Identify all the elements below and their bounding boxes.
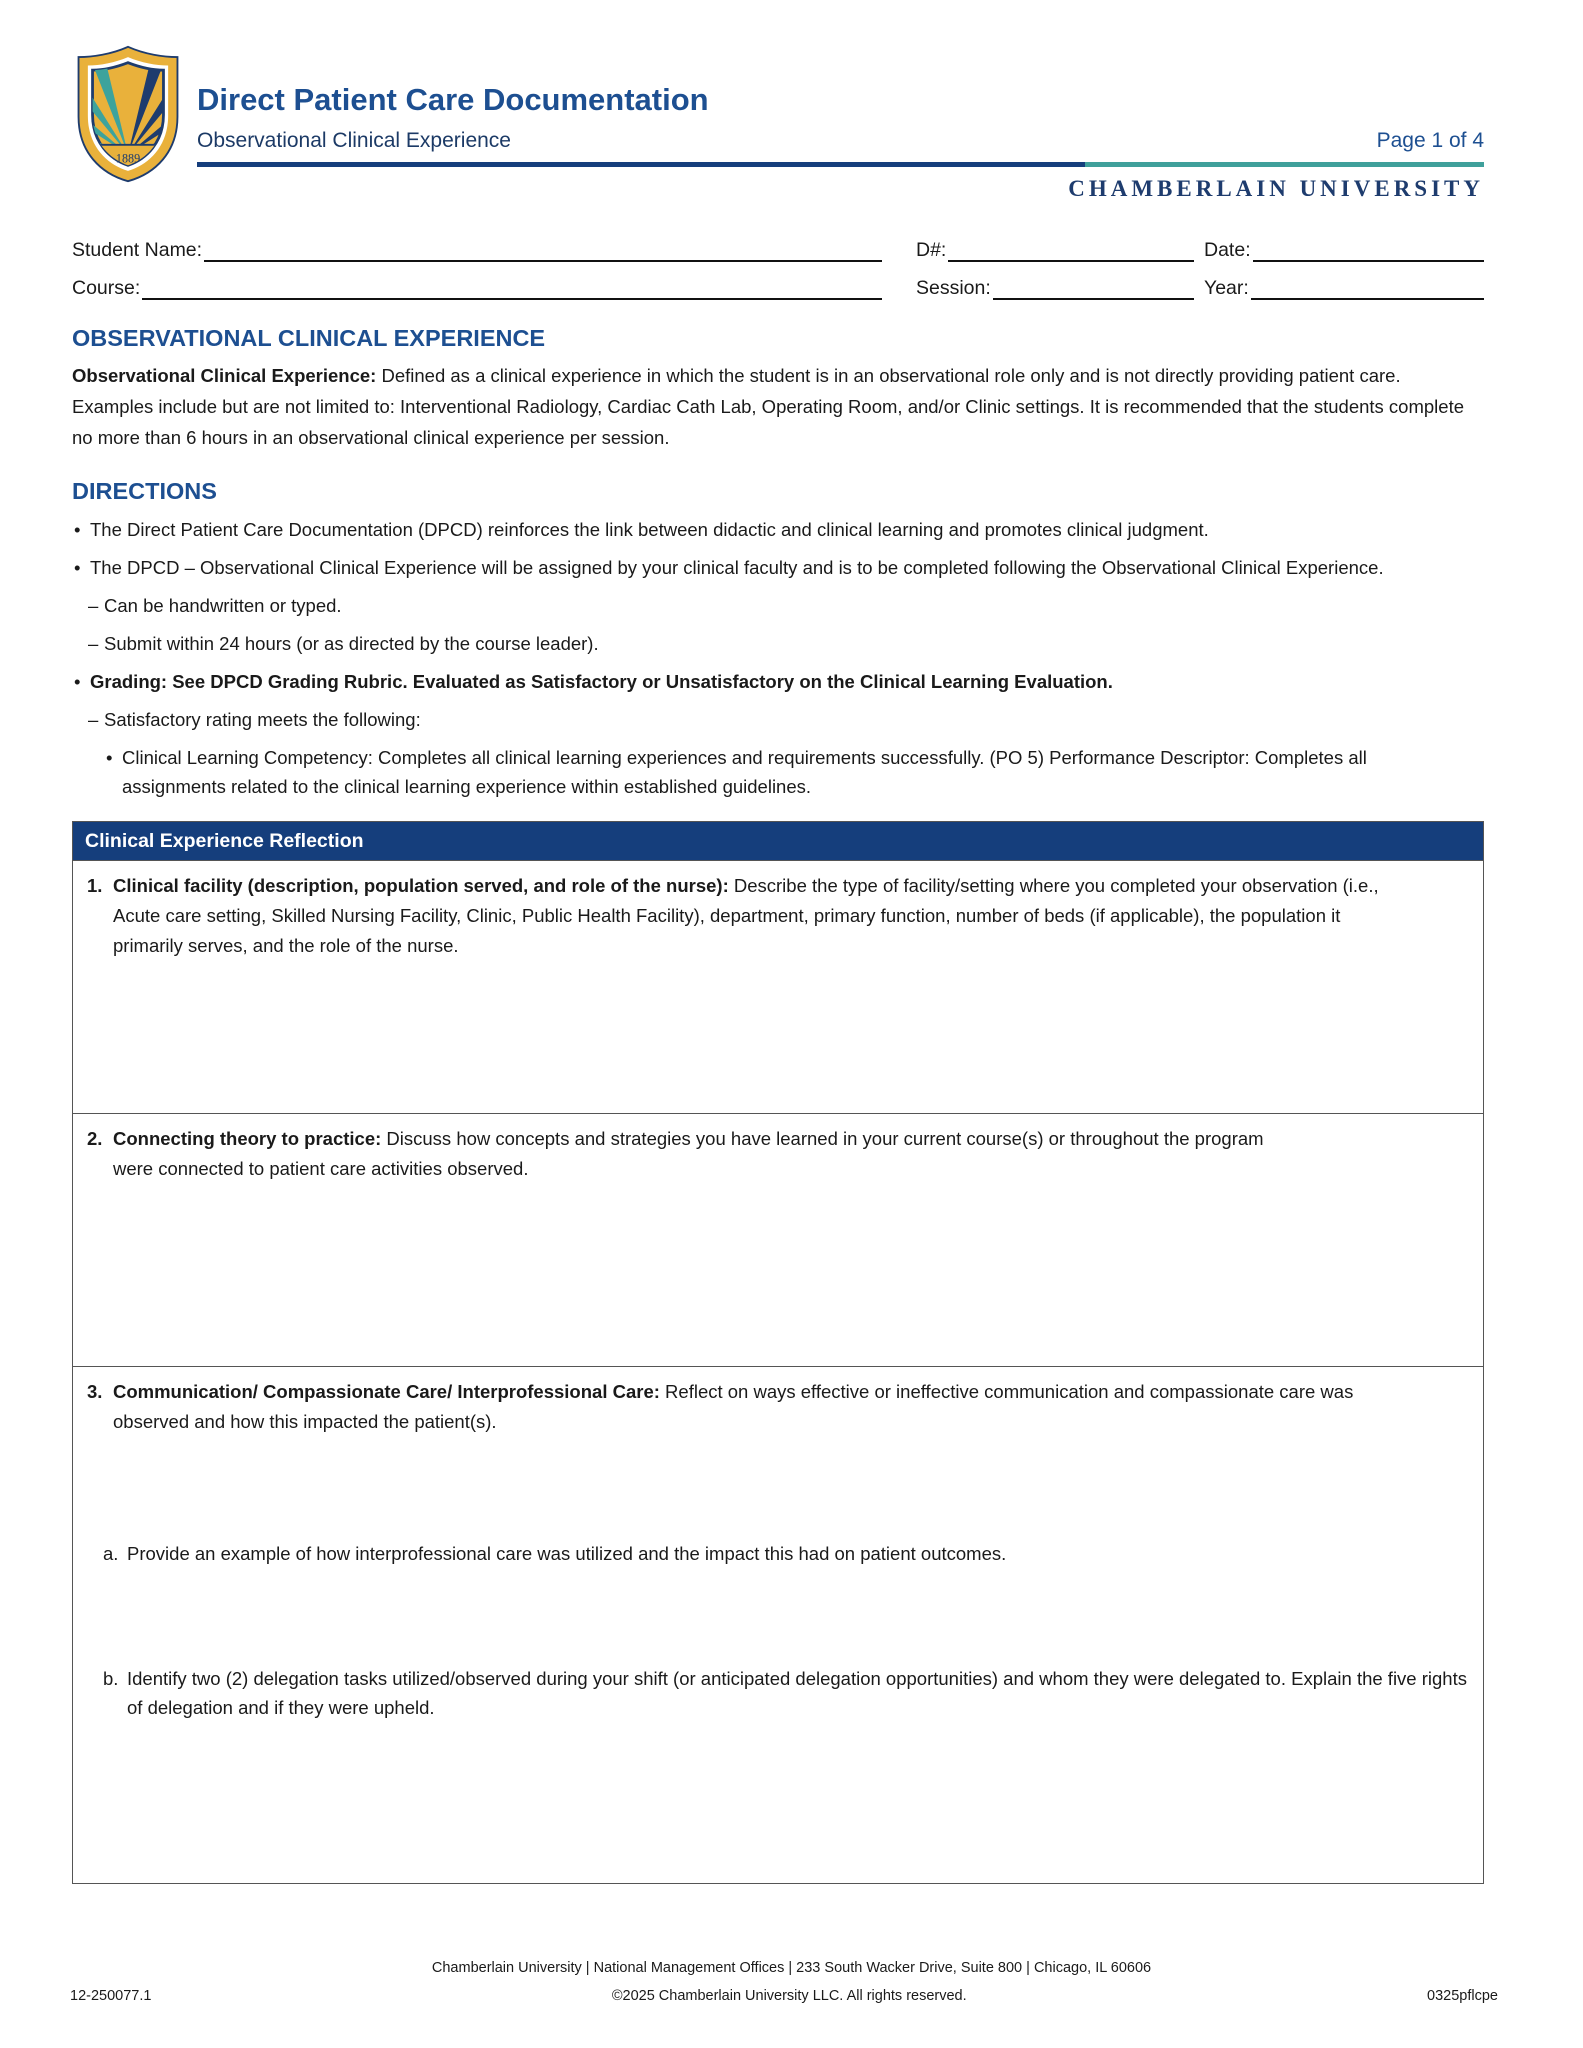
footer-address: Chamberlain University | National Management Offices | 233 South Wacker Drive, Suite 800 | Chicago, IL 60606 — [431, 1960, 1152, 1976]
directions-heading: DIRECTIONS — [72, 478, 217, 504]
list-item-bold: Grading: See DPCD Grading Rubric. Evaluated as Satisfactory or Unsatisfactory on the Clinical Learning Evaluation. — [90, 671, 1113, 692]
reflection-table — [72, 821, 1484, 1884]
page-number: Page 1 of 4 — [1376, 129, 1484, 152]
footer-code: 0325pflcpe — [1427, 1988, 1498, 2004]
header-divider — [197, 162, 1484, 167]
field-year — [1204, 276, 1484, 300]
question-bold: Clinical facility (description, population served, and role of the nurse): — [113, 875, 729, 896]
footer-meta-row — [70, 1988, 1498, 2004]
year-input-line[interactable] — [1251, 276, 1484, 300]
page-header — [72, 44, 1484, 216]
question-number: 3. — [87, 1381, 103, 1402]
question-number: 1. — [87, 875, 103, 896]
field-session — [916, 276, 1194, 300]
page-footer — [0, 1960, 1583, 2004]
list-item — [88, 591, 1484, 620]
question-bold: Communication/ Compassionate Care/ Interprofessional Care: — [113, 1381, 660, 1402]
session-input-line[interactable] — [993, 276, 1194, 300]
course-label: Course: — [72, 277, 141, 299]
list-item — [74, 515, 1484, 544]
year-label: Year: — [1204, 277, 1249, 299]
subitem-letter: b. — [103, 1668, 119, 1689]
field-row-2 — [72, 276, 1484, 300]
dash-marker: – — [88, 709, 99, 730]
d-number-label: D#: — [916, 239, 947, 261]
question-number: 2. — [87, 1128, 103, 1149]
question-2 — [87, 1124, 1469, 1184]
question-bold: Connecting theory to practice: — [113, 1128, 382, 1149]
bullet-marker: • — [74, 519, 81, 540]
list-item-text: The Direct Patient Care Documentation (DPCD) reinforces the link between didactic and clinical learning and promotes clinical judgment. — [90, 519, 1209, 540]
student-name-input-line[interactable] — [204, 238, 882, 262]
question-text — [113, 1124, 1278, 1184]
list-item-text: Clinical Learning Competency: Completes all clinical learning experiences and requirements successfully. (PO 5) Performance Descriptor: Completes all assignments related to the clinical learning experience within established guidelines. — [122, 747, 1367, 797]
list-item-text: Submit within 24 hours (or as directed by the course leader). — [104, 633, 599, 654]
oce-description — [72, 360, 1484, 453]
dash-marker: – — [88, 595, 99, 616]
dash-marker: – — [88, 633, 99, 654]
field-date — [1204, 238, 1484, 262]
question-3a — [103, 1539, 1469, 1568]
page-subtitle: Observational Clinical Experience — [197, 129, 511, 152]
oce-description-bold: Observational Clinical Experience: — [72, 365, 377, 386]
subitem-text: Provide an example of how interprofessional care was utilized and the impact this had on patient outcomes. — [127, 1543, 1007, 1564]
date-input-line[interactable] — [1253, 238, 1484, 262]
subitem-text: Identify two (2) delegation tasks utilized/observed during your shift (or anticipated delegation opportunities) and whom they were delegated to. Explain the five rights of delegation and if they were upheld. — [127, 1668, 1467, 1718]
header-text-block — [197, 44, 1484, 202]
question-1 — [87, 871, 1469, 961]
logo-year: 1889 — [115, 151, 141, 166]
question-1-cell — [73, 860, 1483, 1113]
bullet-marker: • — [106, 747, 113, 768]
student-name-label: Student Name: — [72, 239, 203, 261]
answer-area-q3[interactable] — [87, 1722, 1469, 1873]
question-3b — [103, 1664, 1469, 1722]
oce-description-text: Defined as a clinical experience in which the student is in an observational role only and is not directly providing patient care. Examples include but are not limited to: Interventional Radiology, Cardiac Cath Lab, Operating Room, and/or Clinic settings. It is recommended that the students complete no more than 6 hours in an observational clinical experience per session. — [72, 365, 1464, 448]
question-2-cell — [73, 1113, 1483, 1366]
chamberlain-shield-logo — [72, 44, 184, 184]
directions-list — [72, 515, 1484, 801]
question-rest: Reflect on ways effective or ineffective communication and compassionate care was observed and how this impacted the patient(s). — [113, 1381, 1354, 1432]
list-item-text: Satisfactory rating meets the following: — [104, 709, 421, 730]
list-item — [74, 667, 1484, 696]
field-d-number — [916, 238, 1194, 262]
field-student-name — [72, 238, 882, 262]
university-wordmark: CHAMBERLAIN UNIVERSITY — [1068, 176, 1484, 201]
list-item — [88, 705, 1484, 734]
question-3-cell — [73, 1366, 1483, 1883]
question-text — [113, 1377, 1383, 1437]
subitem-letter: a. — [103, 1543, 119, 1564]
list-item — [88, 629, 1484, 658]
list-item-text — [90, 667, 1113, 696]
d-number-input-line[interactable] — [948, 238, 1194, 262]
page-title: Direct Patient Care Documentation — [197, 82, 709, 117]
date-label: Date: — [1204, 239, 1251, 261]
list-item — [74, 553, 1484, 582]
bullet-marker: • — [74, 671, 81, 692]
bullet-marker: • — [74, 557, 81, 578]
question-rest: Discuss how concepts and strategies you have learned in your current course(s) or throughout the program were connected to patient care activities observed. — [113, 1128, 1264, 1179]
question-3 — [87, 1377, 1469, 1437]
field-course — [72, 276, 882, 300]
list-item-text: Can be handwritten or typed. — [104, 595, 342, 616]
student-info-section — [72, 238, 1484, 300]
question-text — [113, 871, 1398, 961]
oce-heading: OBSERVATIONAL CLINICAL EXPERIENCE — [72, 325, 546, 351]
footer-doc-number: 12-250077.1 — [70, 1988, 152, 2004]
course-input-line[interactable] — [142, 276, 882, 300]
reflection-table-header: Clinical Experience Reflection — [73, 822, 1483, 860]
footer-copyright: ©2025 Chamberlain University LLC. All rights reserved. — [611, 1988, 967, 2004]
list-item-text: The DPCD – Observational Clinical Experience will be assigned by your clinical faculty and is to be completed following the Observational Clinical Experience. — [90, 557, 1384, 578]
answer-area-q2[interactable] — [87, 1184, 1469, 1356]
question-rest: Describe the type of facility/setting where you completed your observation (i.e., Acute care setting, Skilled Nursing Facility, Clinic, Public Health Facility), department, primary function, number of beds (if applicable), the population it primarily serves, and the role of the nurse. — [113, 875, 1379, 956]
list-item — [106, 743, 1484, 801]
subtitle-row — [197, 129, 1484, 153]
field-row-1 — [72, 238, 1484, 262]
answer-area-q1[interactable] — [87, 961, 1469, 1103]
session-label: Session: — [916, 277, 991, 299]
